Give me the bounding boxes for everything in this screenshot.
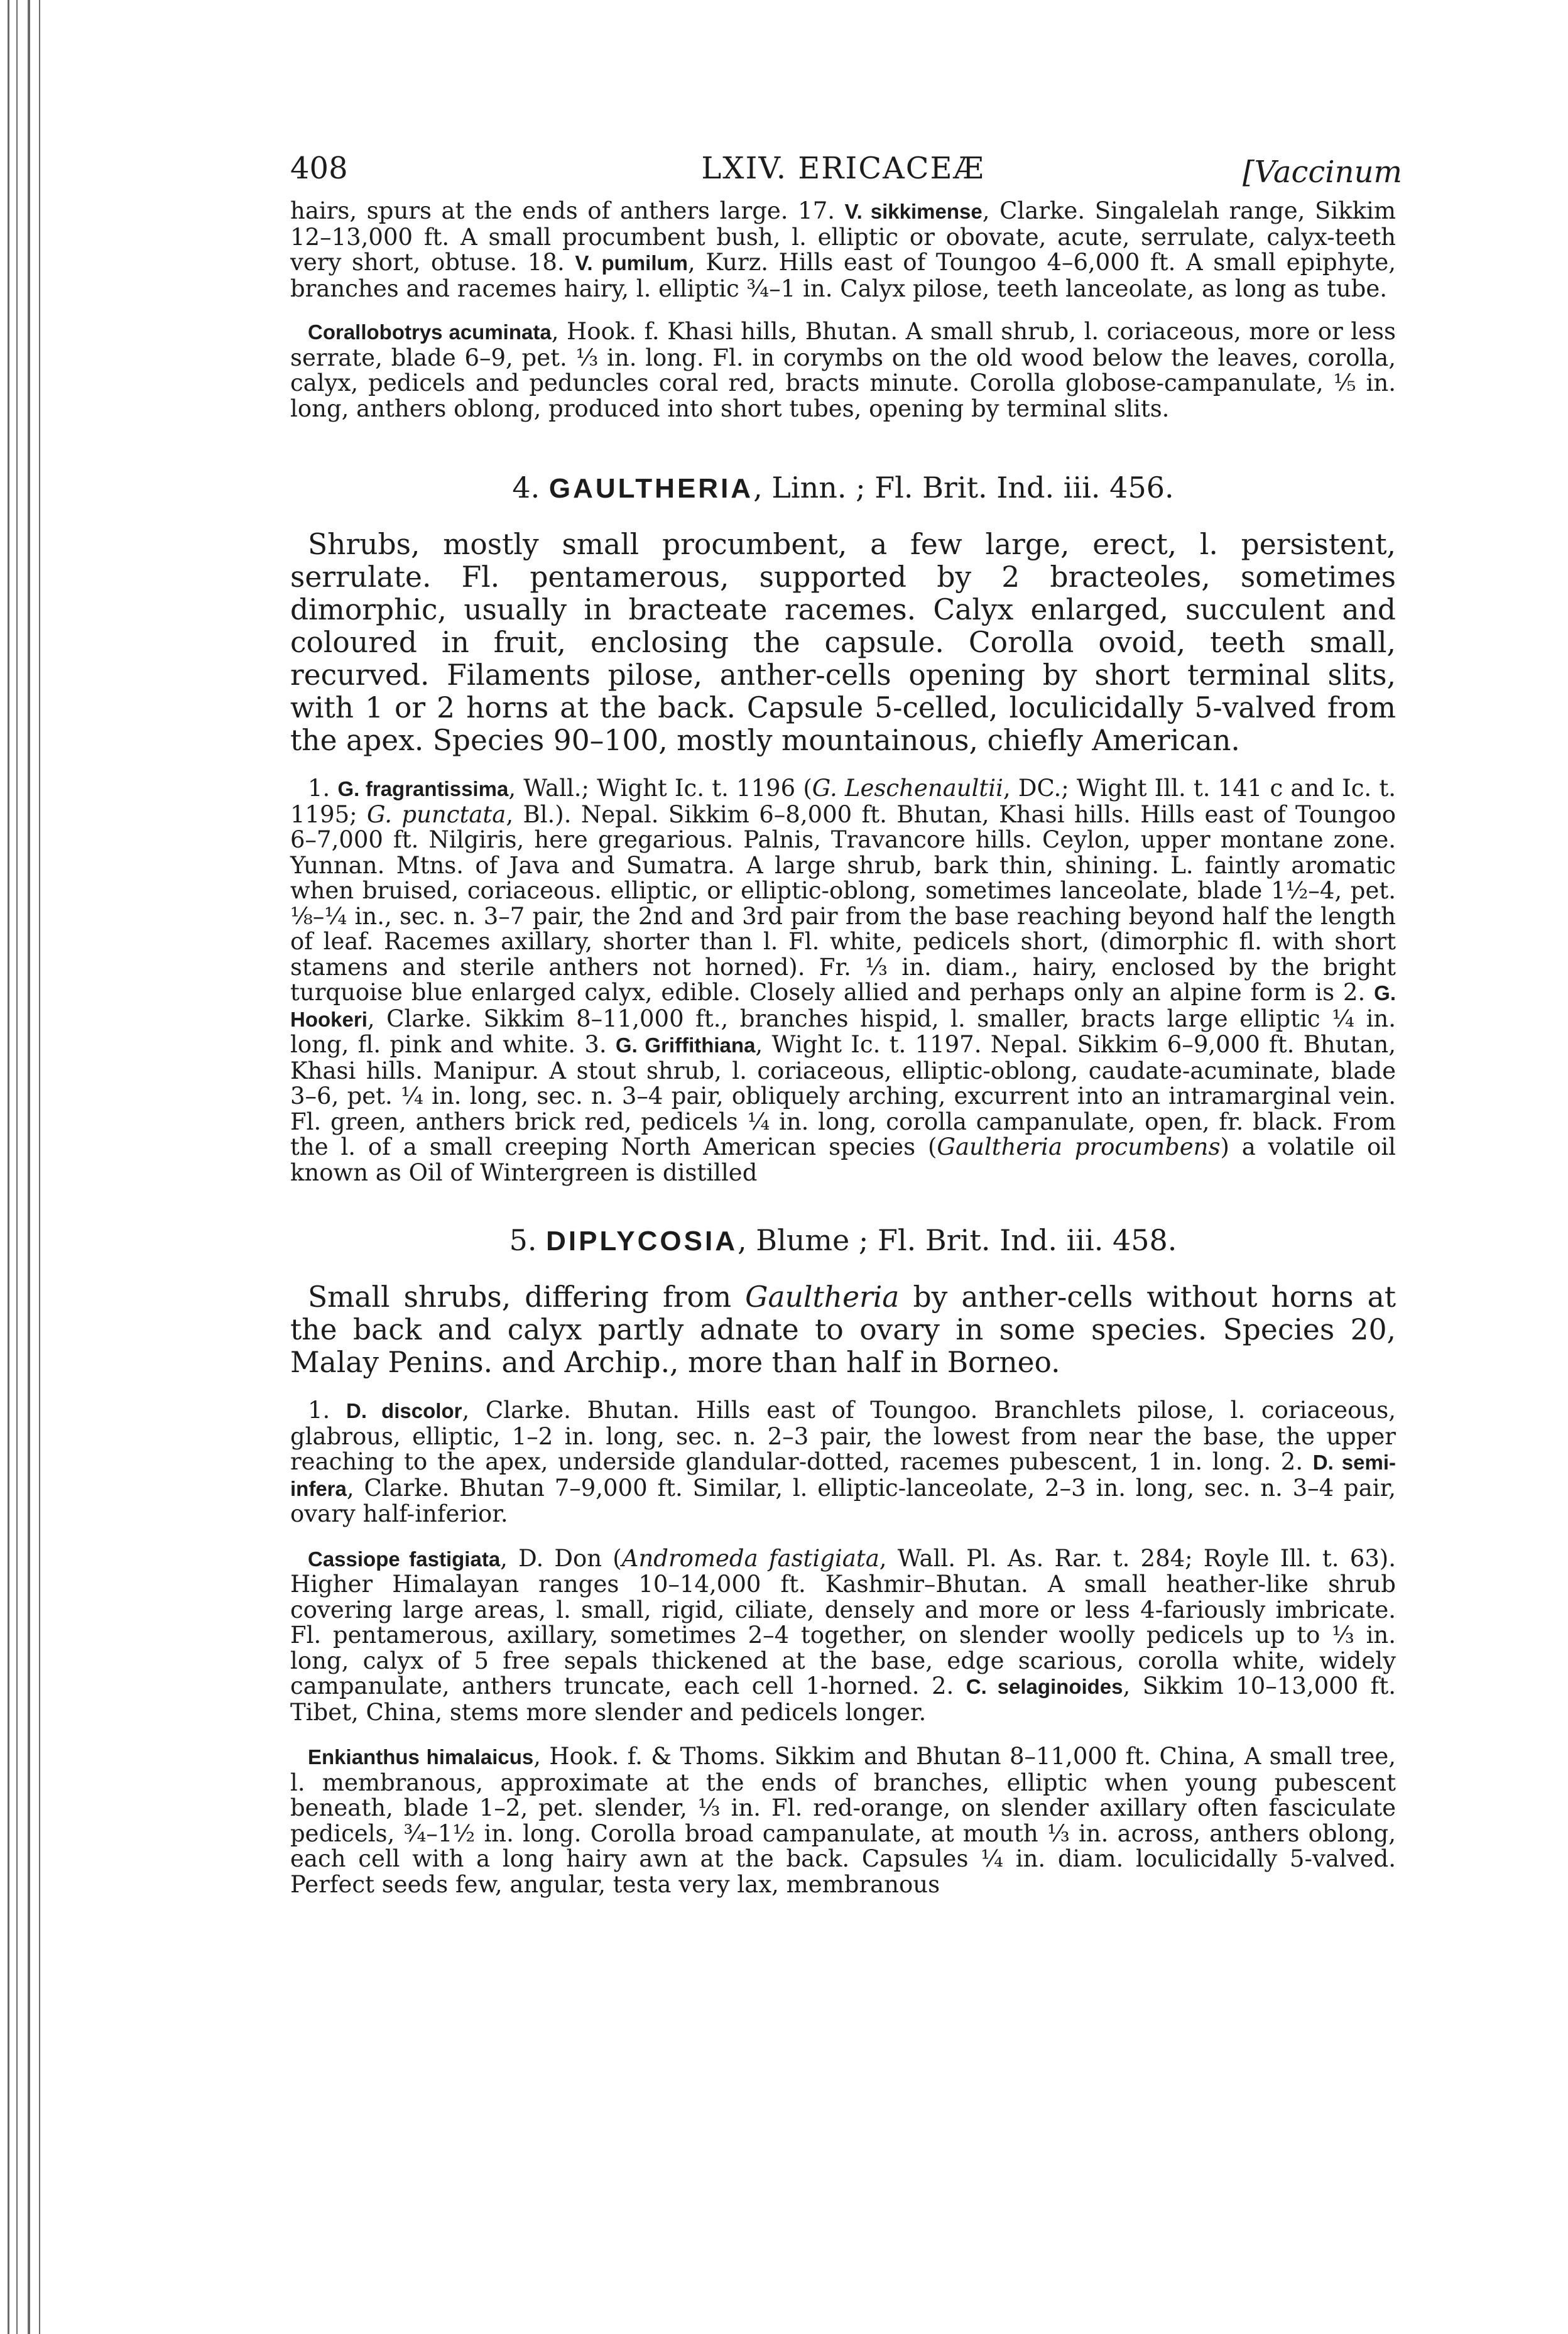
paragraph-vaccinium-continuation: hairs, spurs at the ends of anthers large. 17. V. sikkimense, Clarke. Singalelah range, Sikkim 12–13,000 ft. A small procumbent bush, l. elliptic or obovate, acute, serrulate, calyx-teeth very short, obtuse. 18. V. pumilum, Kurz. Hills east of Toungoo 4–6,000 ft. A small epiphyte, branches and racemes hairy, l. elliptic ¾–1 in. Calyx pilose, teeth lanceolate, as long as tube. (290, 197, 1396, 302)
genus-heading-diplycosia: 5. DIPLYCOSIA, Blume ; Fl. Brit. Ind. iii. 458. (509, 1223, 1177, 1257)
species-name: D. semi-infera (290, 1451, 1396, 1500)
paragraph-diplycosia-species: 1. D. discolor, Clarke. Bhutan. Hills east of Toungoo. Branchlets pilose, l. coriaceous, glabrous, elliptic, 1–2 in. long, sec. n. 2–3 pair, the lowest from near the base, the upper reaching to the apex, underside glandular-dotted, racemes pubescent, 1 in. long. 2. D. semi-infera, Clarke. Bhutan 7–9,000 ft. Similar, l. elliptic-lanceolate, 2–3 in. long, sec. n. 3–4 pair, ovary half-inferior. (290, 1397, 1396, 1527)
paragraph-diplycosia-description: Small shrubs, differing from Gaultheria by anther-cells without horns at the back and calyx partly adnate to ovary in some species. Species 20, Malay Penins. and Archip., more than half in Borneo. (290, 1280, 1396, 1379)
species-name: G. Griffithiana (615, 1033, 756, 1057)
species-name: V. pumilum (575, 251, 688, 275)
species-name: C. selaginoides (966, 1675, 1123, 1698)
book-page (290, 151, 1402, 1898)
paragraph-gaultheria-description: Shrubs, mostly small procumbent, a few large, erect, l. persistent, serrulate. Fl. pentamerous, supported by 2 bracteoles, sometimes dimorphic, usually in bracteate racemes. Calyx enlarged, succulent and coloured in fruit, enclosing the capsule. Corolla ovoid, teeth small, recurved. Filaments pilose, anther-cells opening by short terminal slits, with 1 or 2 horns at the back. Capsule 5-celled, loculicidally 5-valved from the apex. Species 90–100, mostly mountainous, chiefly American. (290, 528, 1396, 757)
running-head (290, 151, 1402, 195)
species-name: Cassiope fastigiata (308, 1547, 501, 1571)
running-genus: [Vaccinum (1242, 155, 1402, 190)
chapter-title: LXIV. ERICACEÆ (701, 151, 985, 186)
species-name: G. fragrantissima (337, 777, 509, 800)
species-name: D. discolor (346, 1399, 462, 1422)
species-name: Corallobotrys acuminata (308, 320, 552, 344)
book-binding-edge (0, 0, 57, 2334)
paragraph-cassiope: Cassiope fastigiata, D. Don (Andromeda fastigiata, Wall. Pl. As. Rar. t. 284; Royle Ill. t. 63). Higher Himalayan ranges 10–14,000 ft. Kashmir–Bhutan. A small heather-like shrub covering large areas, l. small, rigid, ciliate, densely and more or less 4-fariously imbricate. Fl. pentamerous, axillary, sometimes 2–4 together, on slender woolly pedicels up to ⅓ in. long, calyx of 5 free sepals thickened at the base, edge scarious, corolla white, widely campanulate, anthers truncate, each cell 1-horned. 2. C. selaginoides, Sikkim 10–13,000 ft. Tibet, China, stems more slender and pedicels longer. (290, 1544, 1396, 1726)
page-number: 408 (290, 151, 348, 186)
paragraph-enkianthus: Enkianthus himalaicus, Hook. f. & Thoms. Sikkim and Bhutan 8–11,000 ft. China, A small tree, l. membranous, approximate at the ends of branches, elliptic when young pubescent beneath, blade 1–2, pet. slender, ⅓ in. Fl. red-orange, on slender axillary often fasciculate pedicels, ¾–1½ in. long. Corolla broad campanulate, at mouth ⅓ in. across, anthers oblong, each cell with a long hairy awn at the back. Capsules ¼ in. diam. loculicidally 5-valved. Perfect seeds few, angular, testa very lax, membranous (290, 1743, 1396, 1898)
paragraph-corallobotrys: Corallobotrys acuminata, Hook. f. Khasi hills, Bhutan. A small shrub, l. coriaceous, more or less serrate, blade 6–9, pet. ⅓ in. long. Fl. in corymbs on the old wood below the leaves, corolla, calyx, pedicels and peduncles coral red, bracts minute. Corolla globose-campanulate, ⅕ in. long, anthers oblong, produced into short tubes, opening by terminal slits. (290, 318, 1396, 422)
species-name: G. Hookeri (290, 981, 1396, 1031)
genus-heading-gaultheria: 4. GAULTHERIA, Linn. ; Fl. Brit. Ind. iii. 456. (512, 471, 1174, 504)
species-name: V. sikkimense (844, 200, 983, 223)
paragraph-gaultheria-species: 1. G. fragrantissima, Wall.; Wight Ic. t. 1196 (G. Leschenaultii, DC.; Wight Ill. t. 141 c and Ic. t. 1195; G. punctata, Bl.). Nepal. Sikkim 6–8,000 ft. Bhutan, Khasi hills. Hills east of Toungoo 6–7,000 ft. Nilgiris, here gregarious. Palnis, Travancore hills. Ceylon, upper montane zone. Yunnan. Mtns. of Java and Sumatra. A large shrub, bark thin, shining. L. faintly aromatic when bruised, coriaceous. elliptic, or elliptic-oblong, sometimes lanceolate, blade 1½–4, pet. ⅛–¼ in., sec. n. 3–7 pair, the 2nd and 3rd pair from the base reaching beyond half the length of leaf. Racemes axillary, shorter than l. Fl. white, pedicels short, (dimorphic fl. with short stamens and sterile anthers not horned). Fr. ⅓ in. diam., hairy, enclosed by the bright turquoise blue enlarged calyx, edible. Closely allied and perhaps only an alpine form is 2. G. Hookeri, Clarke. Sikkim 8–11,000 ft., branches hispid, l. smaller, bracts large elliptic ¼ in. long, fl. pink and white. 3. G. Griffithiana, Wight Ic. t. 1197. Nepal. Sikkim 6–9,000 ft. Bhutan, Khasi hills. Manipur. A stout shrub, l. coriaceous, elliptic-oblong, caudate-acuminate, blade 3–6, pet. ¼ in. long, sec. n. 3–4 pair, obliquely arching, excurrent into an intramarginal vein. Fl. green, anthers brick red, pedicels ¼ in. long, corolla campanulate, open, fr. black. From the l. of a small creeping North American species (Gaultheria procumbens) a volatile oil known as Oil of Wintergreen is distilled (290, 775, 1396, 1186)
species-name: Enkianthus himalaicus (308, 1745, 534, 1769)
